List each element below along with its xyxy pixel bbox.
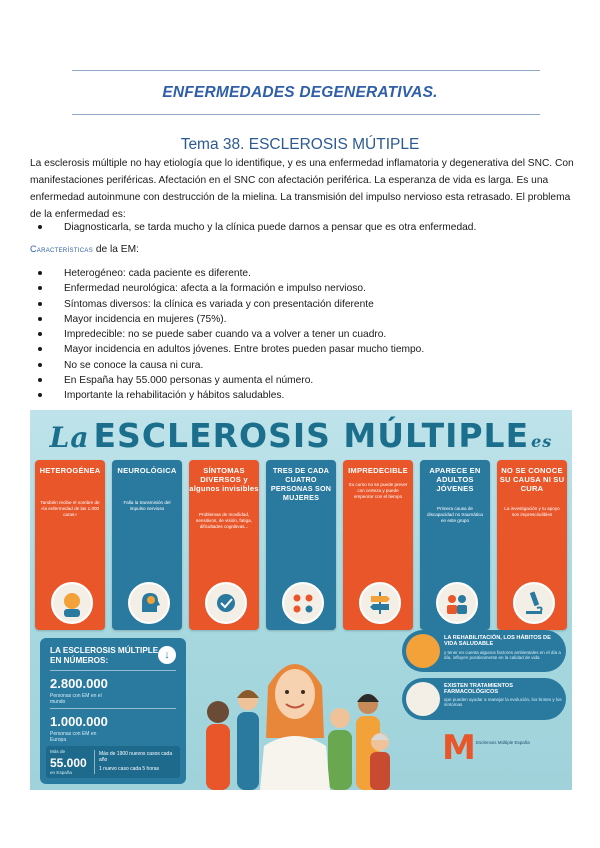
top-rule — [72, 70, 540, 71]
characteristics-heading — [30, 244, 139, 255]
infographic-title-main: ESCLEROSIS MÚLTIPLE — [93, 416, 530, 455]
card-title: NEUROLÓGICA — [117, 466, 177, 475]
divider — [94, 750, 95, 774]
rehabilitation-box — [402, 630, 566, 672]
divider — [50, 708, 176, 709]
intro-paragraph: La esclerosis múltiple no hay etiología que lo identifique, y es una enfermedad inflamatoria y degenerativa del SNC. Con manifestaciones periféricas. Afectación en el SNC con afectación periférica. La esperanza de vida es larga. Es una enfermedad autoinmune con destrucción de la mielina. La transmisión del impulso nervioso esta retrasado. El problema de la enfermedad es: — [30, 158, 574, 220]
list-item: Impredecible: no se puede saber cuando va a volver a tener un cuadro. — [30, 327, 578, 342]
stat-world-label: Personas con EM en el mundo — [50, 693, 102, 705]
infographic-title-la: La — [49, 421, 90, 454]
divider — [50, 670, 176, 671]
microscope-icon — [513, 582, 555, 624]
list-item: Síntomas diversos: la clínica es variada y con presentación diferente — [30, 297, 578, 312]
card-adultos-jovenes — [420, 460, 490, 630]
pharma-box — [402, 678, 566, 720]
page-header-title: ENFERMEDADES DEGENERATIVAS. — [162, 84, 438, 101]
rehabilitation-title: LA REHABILITACIÓN, LOS HÁBITOS DE VIDA SALUDABLE — [444, 635, 551, 648]
card-desc: La investigación y tu apoyo son imprescindibles — [504, 506, 560, 517]
stat-world-number: 2.800.000 — [50, 676, 108, 691]
card-sintomas — [189, 460, 259, 630]
symptoms-icon — [205, 582, 247, 624]
list-item: Mayor incidencia en adultos jóvenes. Entre brotes pueden pasar mucho tiempo. — [30, 342, 578, 357]
face-icon — [51, 582, 93, 624]
card-desc: Su curso no se puede prever con certeza y puede empeorar con el tiempo — [348, 482, 408, 499]
logo — [440, 728, 560, 768]
apple-icon — [406, 634, 440, 668]
rehabilitation-desc: y tener en cuenta algunos factores ambientales en el día a día, influyen positivamente en la calidad de vida — [444, 650, 561, 661]
crowd-illustration — [190, 642, 400, 790]
list-item: Mayor incidencia en mujeres (75%). — [30, 312, 578, 327]
list-item: No se conoce la causa ni cura. — [30, 358, 578, 373]
stat-europe-label: Personas con EM en Europa — [50, 731, 97, 743]
women-icon — [282, 582, 324, 624]
card-mujeres — [266, 460, 336, 630]
infographic-title-es: es — [531, 432, 553, 451]
card-title: HETEROGÉNEA — [39, 466, 101, 475]
infographic-cards — [35, 460, 567, 630]
card-causa-cura — [497, 460, 567, 630]
characteristics-list — [30, 266, 578, 404]
list-item: En España hay 55.000 personas y aumenta el número. — [30, 373, 578, 388]
card-title: NO SE CONOCE SU CAUSA NI SU CURA — [499, 466, 565, 493]
list-item: Enfermedad neurológica: afecta a la formación e impulso nervioso. — [30, 281, 578, 296]
signpost-icon — [359, 582, 401, 624]
pharma-desc: que pueden ayudar a manejar la evolución, los brotes y los síntomas — [444, 697, 562, 708]
infographic-title — [30, 416, 572, 455]
characteristics-heading-rest: de la EM: — [93, 244, 139, 255]
card-desc: Falla la transmisión del impulso nervioso — [123, 500, 171, 511]
card-desc: Problemas de movilidad, sensitivos, de visión, fatiga, dificultades cognitivas... — [196, 512, 252, 529]
card-title: IMPREDECIBLE — [348, 466, 408, 475]
chevron-down-icon: ↓ — [158, 646, 176, 664]
logo-letter: M — [442, 728, 476, 768]
list-item: Importante la rehabilitación y hábitos saludables. — [30, 388, 578, 403]
stat-new-cases: Más de 1900 nuevos casos cada año — [99, 751, 173, 763]
stat-case-frequency: 1 nuevo caso cada 5 horas — [99, 766, 160, 772]
brain-head-icon — [128, 582, 170, 624]
medicine-icon — [406, 682, 440, 716]
stat-europe-number: 1.000.000 — [50, 714, 108, 729]
ms-infographic — [30, 410, 572, 790]
card-title: TRES DE CADA CUATRO PERSONAS SON MUJERES — [270, 466, 332, 502]
diagnosis-list — [30, 220, 578, 235]
characteristics-keyword: Características — [30, 244, 94, 254]
stat-spain-number: 55.000 — [50, 756, 87, 770]
list-item: Diagnosticarla, se tarda mucho y la clínica puede darnos a pensar que es otra enfermedad. — [30, 220, 578, 235]
logo-text: Esclerosis Múltiple España — [476, 740, 530, 745]
stats-panel — [40, 638, 186, 784]
stat-spain-prefix: Más de — [50, 749, 66, 754]
card-desc: Primera causa de discapacidad no traumática en este grupo — [427, 506, 483, 523]
card-desc: También recibe el nombre de «la enfermedad de las 1.000 caras» — [40, 500, 100, 517]
card-neurologica — [112, 460, 182, 630]
card-title: APARECE EN ADULTOS JÓVENES — [429, 466, 481, 493]
header-rule — [72, 114, 540, 115]
stats-heading: LA ESCLEROSIS MÚLTIPLE EN NÚMEROS: — [50, 646, 159, 665]
pharma-title: EXISTEN TRATAMIENTOS FARMACOLÓGICOS — [444, 683, 513, 696]
stat-spain-box — [46, 746, 180, 778]
stat-spain-suffix: en España — [50, 770, 72, 775]
card-impredecible — [343, 460, 413, 630]
list-item: Heterogéneo: cada paciente es diferente. — [30, 266, 578, 281]
card-title: SÍNTOMAS DIVERSOS y algunos invisibles — [189, 466, 259, 493]
card-heterogenea — [35, 460, 105, 630]
young-adults-icon — [436, 582, 478, 624]
topic-title: Tema 38. ESCLEROSIS MÚTIPLE — [180, 136, 420, 153]
